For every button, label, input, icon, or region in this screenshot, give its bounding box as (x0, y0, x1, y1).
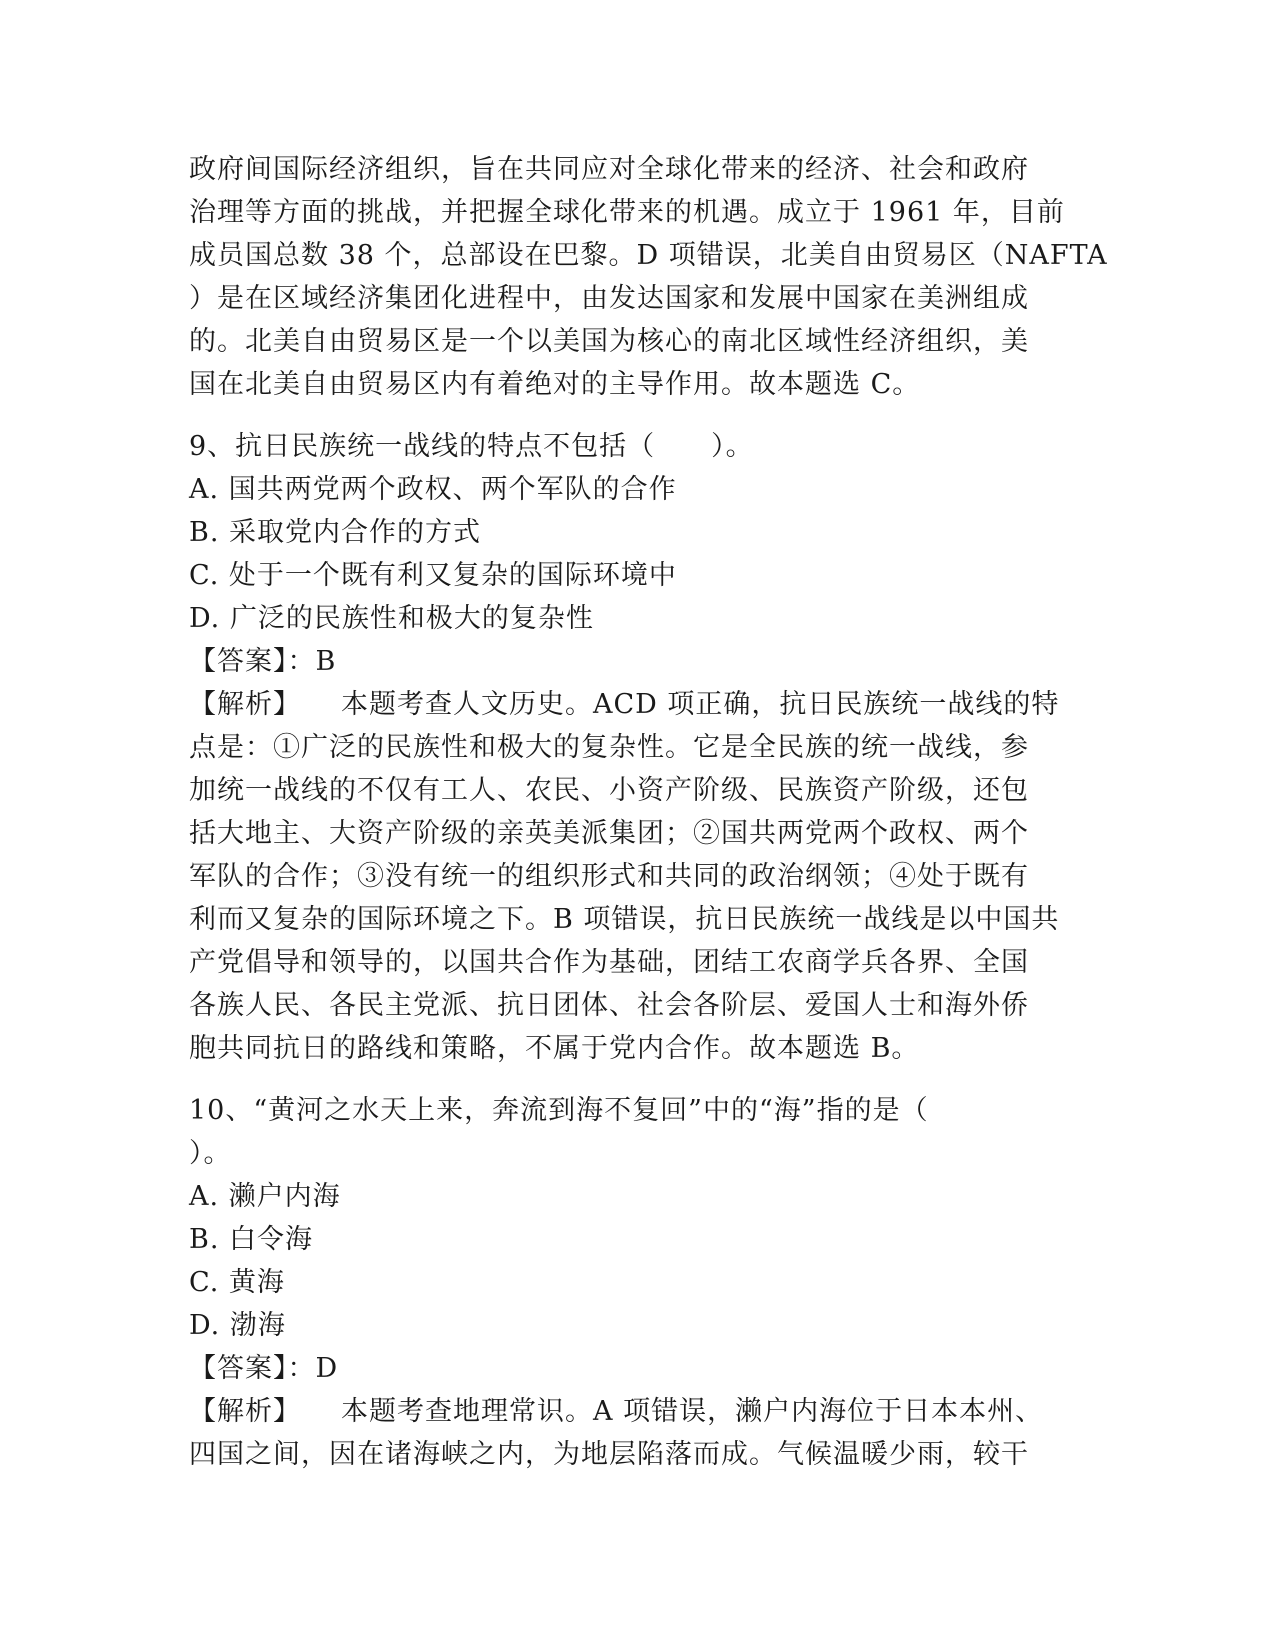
analysis-line: 各族人民、各民主党派、抗日团体、社会各阶层、爱国人士和海外侨 (189, 990, 1029, 1021)
text-line: 成员国总数 38 个，总部设在巴黎。D 项错误，北美自由贸易区（NAFTA (189, 240, 1108, 271)
analysis-line: 四国之间，因在诸海峡之内，为地层陷落而成。气候温暖少雨，较干 (189, 1439, 1029, 1470)
question-stem: 9、抗日民族统一战线的特点不包括（ ）。 (189, 431, 754, 462)
answer-line: 【答案】：B (189, 646, 337, 677)
option-a: A. 国共两党两个政权、两个军队的合作 (189, 474, 677, 505)
analysis-text: 本题考查地理常识。A 项错误，濑户内海位于日本本州、 (341, 1396, 1044, 1427)
analysis-line: 利而又复杂的国际环境之下。B 项错误，抗日民族统一战线是以中国共 (189, 904, 1060, 935)
option-d: D. 渤海 (189, 1310, 286, 1341)
analysis-line: 胞共同抗日的路线和策略，不属于党内合作。故本题选 B。 (189, 1033, 920, 1064)
option-c: C. 黄海 (189, 1267, 285, 1298)
question-9 (189, 425, 1089, 1070)
option-b: B. 白令海 (189, 1224, 314, 1255)
analysis-label: 【解析】 (189, 689, 301, 720)
question-10 (189, 1089, 1089, 1476)
option-b: B. 采取党内合作的方式 (189, 517, 482, 548)
analysis-label: 【解析】 (189, 1396, 301, 1427)
text-line: 治理等方面的挑战，并把握全球化带来的机遇。成立于 1961 年，目前 (189, 197, 1065, 228)
option-a: A. 濑户内海 (189, 1181, 341, 1212)
text-line: 政府间国际经济组织，旨在共同应对全球化带来的经济、社会和政府 (189, 154, 1029, 185)
analysis-line: 加统一战线的不仅有工人、农民、小资产阶级、民族资产阶级，还包 (189, 775, 1029, 806)
analysis-text: 本题考查人文历史。ACD 项正确，抗日民族统一战线的特 (341, 689, 1060, 720)
question-stem: 10、“黄河之水天上来，奔流到海不复回”中的“海”指的是（ (189, 1095, 929, 1126)
text-line: ）是在区域经济集团化进程中，由发达国家和发展中国家在美洲组成 (189, 283, 1029, 314)
text-line: 的。北美自由贸易区是一个以美国为核心的南北区域性经济组织，美 (189, 326, 1029, 357)
analysis-first-line (189, 1390, 1089, 1433)
continuation-paragraph (189, 148, 1108, 406)
analysis-first-line (189, 683, 1089, 726)
analysis-line: 点是：①广泛的民族性和极大的复杂性。它是全民族的统一战线，参 (189, 732, 1029, 763)
option-c: C. 处于一个既有利又复杂的国际环境中 (189, 560, 677, 591)
analysis-line: 产党倡导和领导的，以国共合作为基础，团结工农商学兵各界、全国 (189, 947, 1029, 978)
answer-line: 【答案】：D (189, 1353, 339, 1384)
analysis-line: 军队的合作；③没有统一的组织形式和共同的政治纲领；④处于既有 (189, 861, 1029, 892)
option-d: D. 广泛的民族性和极大的复杂性 (189, 603, 594, 634)
question-stem-continued: ）。 (189, 1138, 232, 1169)
text-line: 国在北美自由贸易区内有着绝对的主导作用。故本题选 C。 (189, 369, 921, 400)
analysis-line: 括大地主、大资产阶级的亲英美派集团；②国共两党两个政权、两个 (189, 818, 1029, 849)
document-content (189, 148, 1108, 1476)
